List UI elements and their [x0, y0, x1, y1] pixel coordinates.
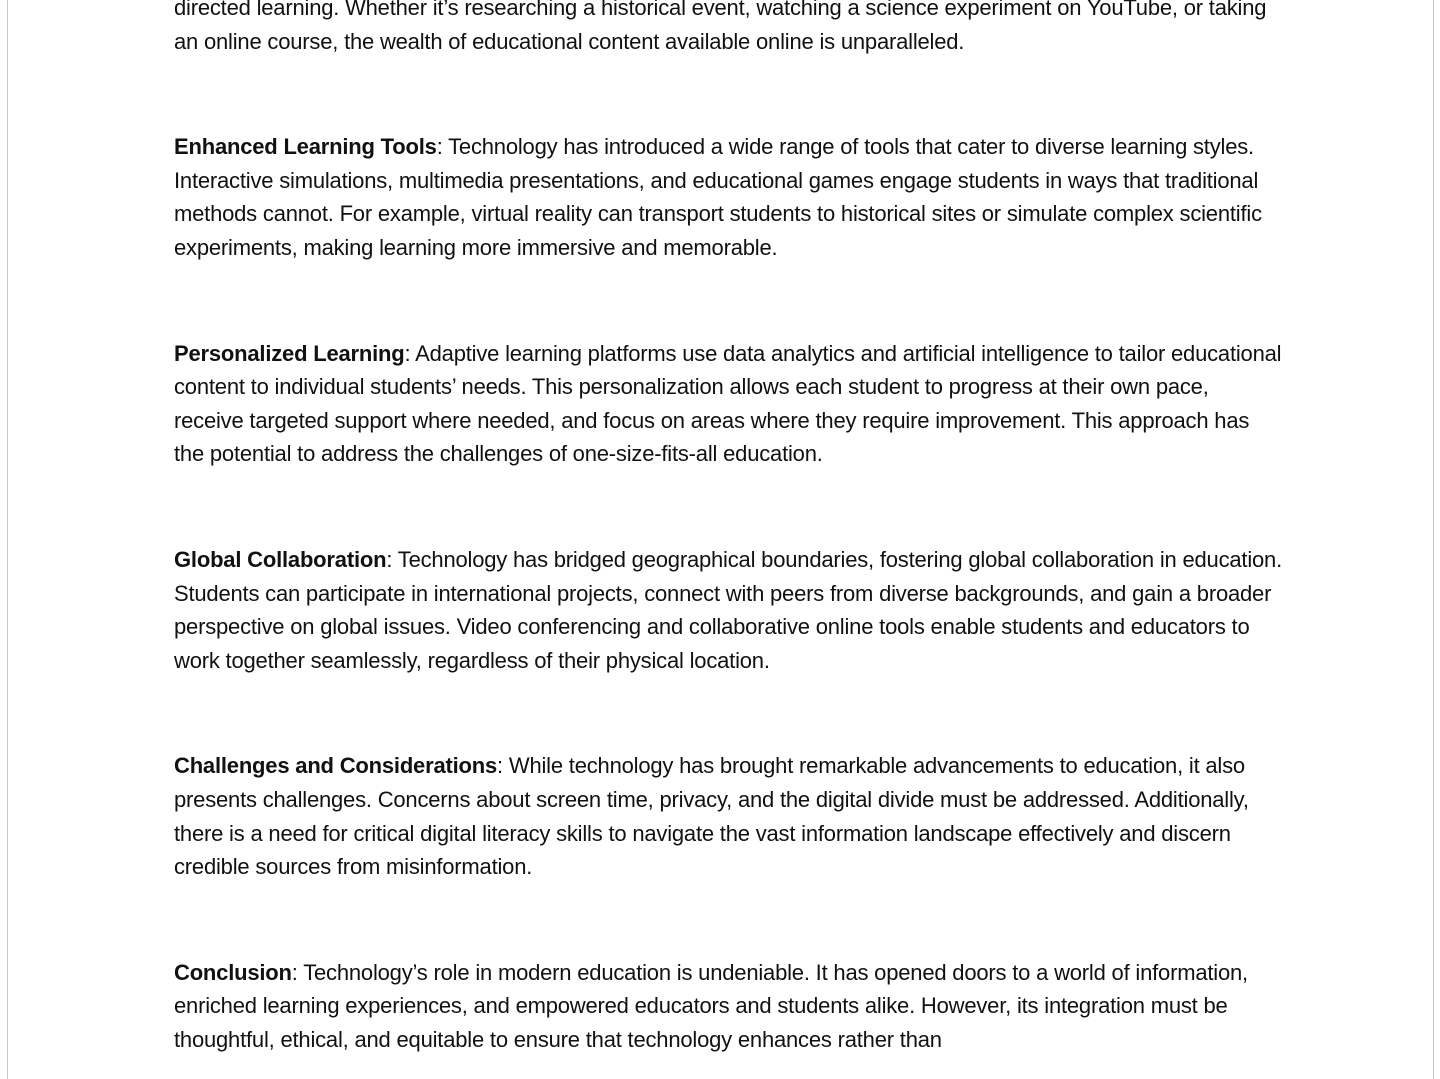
paragraph-body: Technology has introduced a wide range of tools that cater to diverse learning styles. Interactive simulations, multimedia presentations, and educational games engage students in ways that traditional methods cannot. For example, virtual reality can transport students to historical sites or simulate complex scientific experiments, making learning more immersive and memorable.: [174, 134, 1262, 260]
paragraph-challenges-considerations: [174, 749, 1284, 883]
paragraph-heading: Challenges and Considerations: [174, 753, 498, 779]
paragraph-separator: :: [404, 340, 411, 366]
paragraph-global-collaboration: [174, 543, 1284, 677]
page-right-edge: [1433, 0, 1434, 1079]
paragraph-body: Adaptive learning platforms use data analytics and artificial intelligence to tailor educational content to individual students’ needs. This personalization allows each student to progress at their own pace, receive targeted support where needed, and focus on areas where they require improvement. This approach has the potential to address the challenges of one-size-fits-all education.: [174, 340, 1282, 467]
paragraph-body: While technology has brought remarkable advancements to education, it also presents challenges. Concerns about screen time, privacy, and the digital divide must be addressed. Additionally, there is a need for critical digital literacy skills to navigate the vast information landscape effectively and discern credible sources from misinformation.: [174, 753, 1249, 880]
paragraph-body: Technology’s role in modern education is undeniable. It has opened doors to a world of information, enriched learning experiences, and empowered educators and students alike. However, its integration must be thoughtful, ethical, and equitable to ensure that technology enhances rather than: [174, 959, 1248, 1052]
paragraph-enhanced-learning-tools: [174, 130, 1284, 264]
paragraph-intro-continued: [174, 0, 1284, 58]
paragraph-heading: Enhanced Learning Tools: [174, 134, 437, 160]
paragraph-conclusion: [174, 956, 1284, 1057]
paragraph-heading: Conclusion: [174, 959, 292, 985]
page-left-edge: [7, 0, 8, 1079]
paragraph-heading: Personalized Learning: [174, 340, 405, 366]
paragraph-separator: :: [497, 753, 503, 779]
document-page: [174, 0, 1284, 1079]
paragraph-heading: Global Collaboration: [174, 546, 387, 572]
paragraph-personalized-learning: [174, 337, 1284, 471]
paragraph-body: Technology has bridged geographical boundaries, fostering global collaboration in education. Students can participate in international projects, connect with peers from diverse backgrounds, and gain a broader perspective on global issues. Video conferencing and collaborative online tools enable students and educators to work together seamlessly, regardless of their physical location.: [174, 546, 1283, 673]
paragraph-separator: :: [291, 959, 298, 985]
paragraph-separator: :: [436, 134, 443, 160]
paragraph-separator: :: [386, 546, 393, 572]
paragraph-body: directed learning. Whether it’s researching a historical event, watching a science experiment on YouTube, or taking an online course, the wealth of educational content available online is unparalleled.: [174, 0, 1267, 54]
